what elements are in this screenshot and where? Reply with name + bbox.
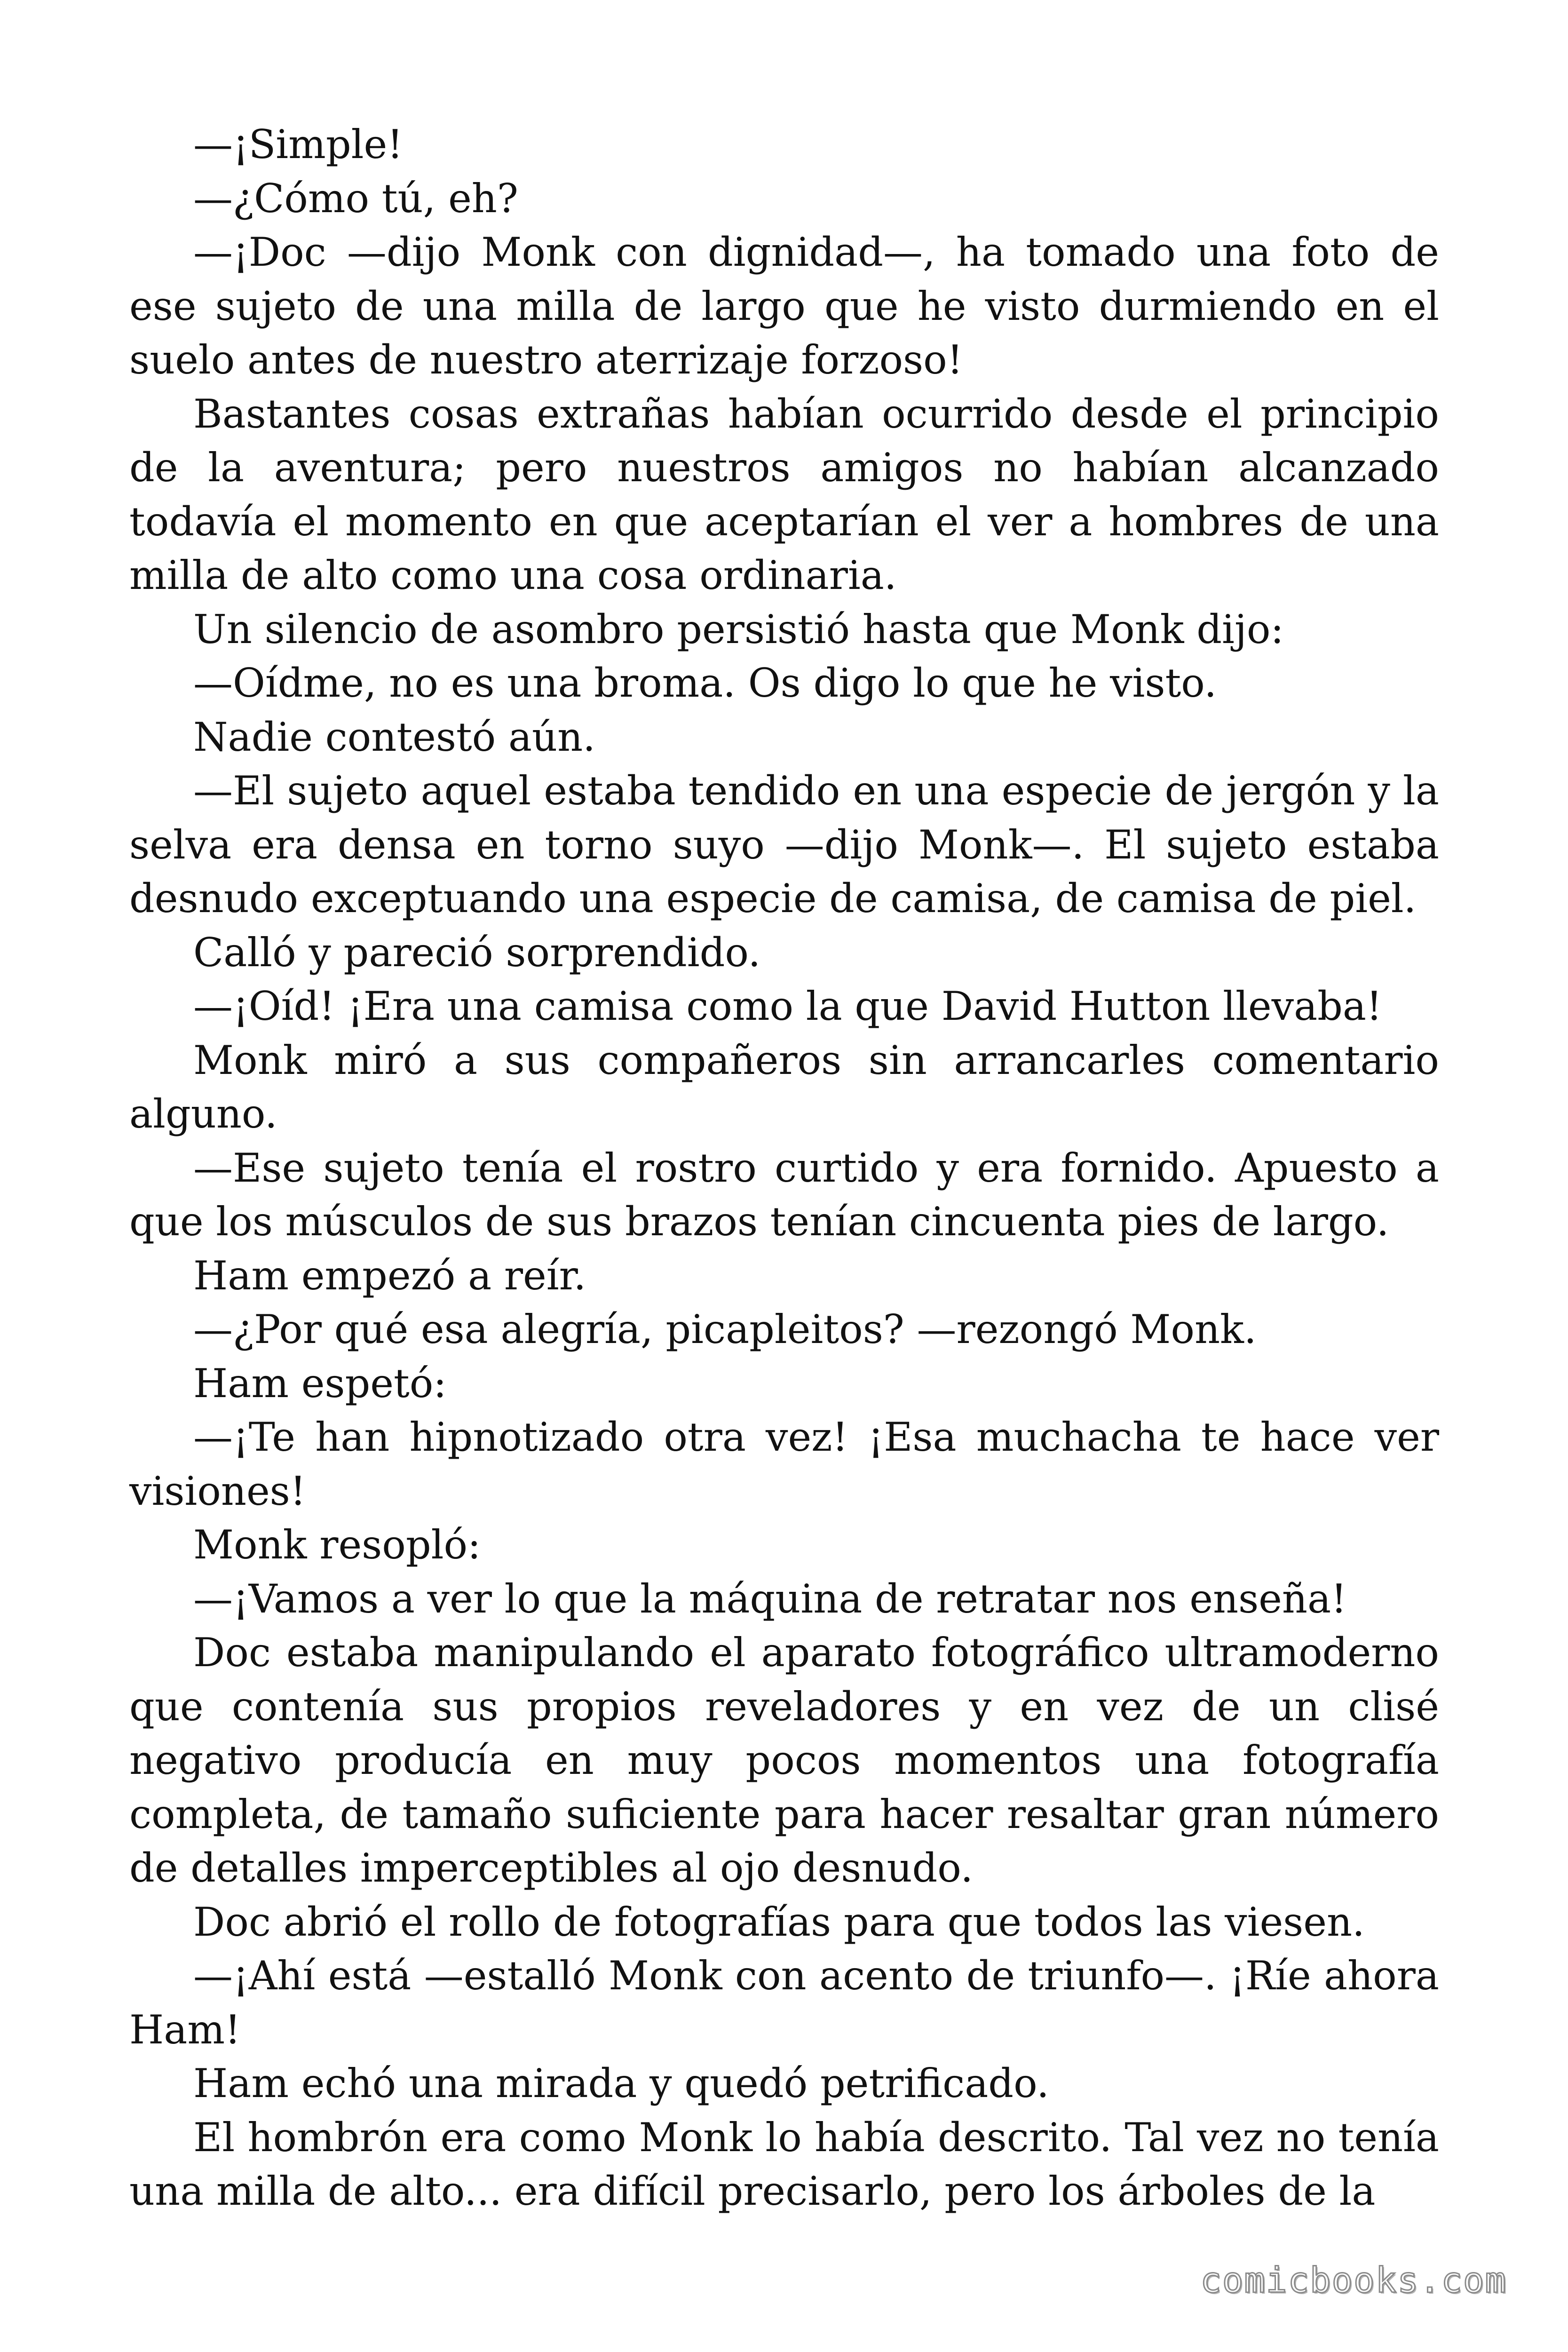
watermark: comicbooks.com [1200, 2260, 1507, 2301]
paragraph: Bastantes cosas extrañas habían ocurrido desde el principio de la aventura; pero nuestros amigos no habían alcanzado todavía el momento en que aceptarían el ver a hombres de una milla de alto como una cosa ordinaria. [129, 390, 1439, 598]
paragraph: —¡Doc —dijo Monk con dignidad—, ha tomado una foto de ese sujeto de una milla de largo que he visto durmiendo en el suelo antes de nuestro aterrizaje forzoso! [129, 229, 1439, 383]
paragraph: —¿Por qué esa alegría, picapleitos? —rezongó Monk. [193, 1306, 1257, 1352]
paragraph: —¡Ahí está —estalló Monk con acento de triunfo—. ¡Ríe ahora Ham! [129, 1953, 1439, 2053]
paragraph: —¡Simple! [193, 121, 403, 167]
paragraph: —Ese sujeto tenía el rostro curtido y era fornido. Apuesto a que los músculos de sus brazos tenían cincuenta pies de largo. [129, 1144, 1439, 1245]
paragraph: Nadie contestó aún. [193, 714, 595, 760]
paragraph: El hombrón era como Monk lo había descrito. Tal vez no tenía una milla de alto... era difícil precisarlo, pero los árboles de la [129, 2114, 1439, 2214]
paragraph: Monk resopló: [193, 1522, 481, 1568]
paragraph: Calló y pareció sorprendido. [193, 929, 761, 976]
paragraph: Ham espetó: [193, 1360, 447, 1406]
paragraph: —Oídme, no es una broma. Os digo lo que he visto. [193, 660, 1217, 706]
paragraph: Ham empezó a reír. [193, 1252, 586, 1299]
paragraph: Monk miró a sus compañeros sin arrancarles comentario alguno. [129, 1037, 1439, 1137]
paragraph: —¡Te han hipnotizado otra vez! ¡Esa muchacha te hace ver visiones! [129, 1414, 1439, 1514]
body-text [129, 118, 1439, 2218]
paragraph: —El sujeto aquel estaba tendido en una especie de jergón y la selva era densa en torno suyo —dijo Monk—. El sujeto estaba desnudo exceptuando una especie de camisa, de camisa de piel. [129, 768, 1439, 922]
paragraph: Ham echó una mirada y quedó petrificado. [193, 2060, 1049, 2106]
paragraph: —¡Vamos a ver lo que la máquina de retratar nos enseña! [193, 1575, 1347, 1622]
paragraph: Un silencio de asombro persistió hasta que Monk dijo: [193, 606, 1284, 652]
paragraph: —¿Cómo tú, eh? [193, 175, 518, 222]
paragraph: —¡Oíd! ¡Era una camisa como la que David Hutton llevaba! [193, 983, 1382, 1029]
paragraph: Doc abrió el rollo de fotografías para que todos las viesen. [193, 1899, 1365, 1945]
paragraph: Doc estaba manipulando el aparato fotográfico ultramoderno que contenía sus propios reveladores y en vez de un clisé negativo producía en muy pocos momentos una fotografía completa, de tamaño suficiente para hacer resaltar gran número de detalles imperceptibles al ojo desnudo. [129, 1629, 1439, 1891]
